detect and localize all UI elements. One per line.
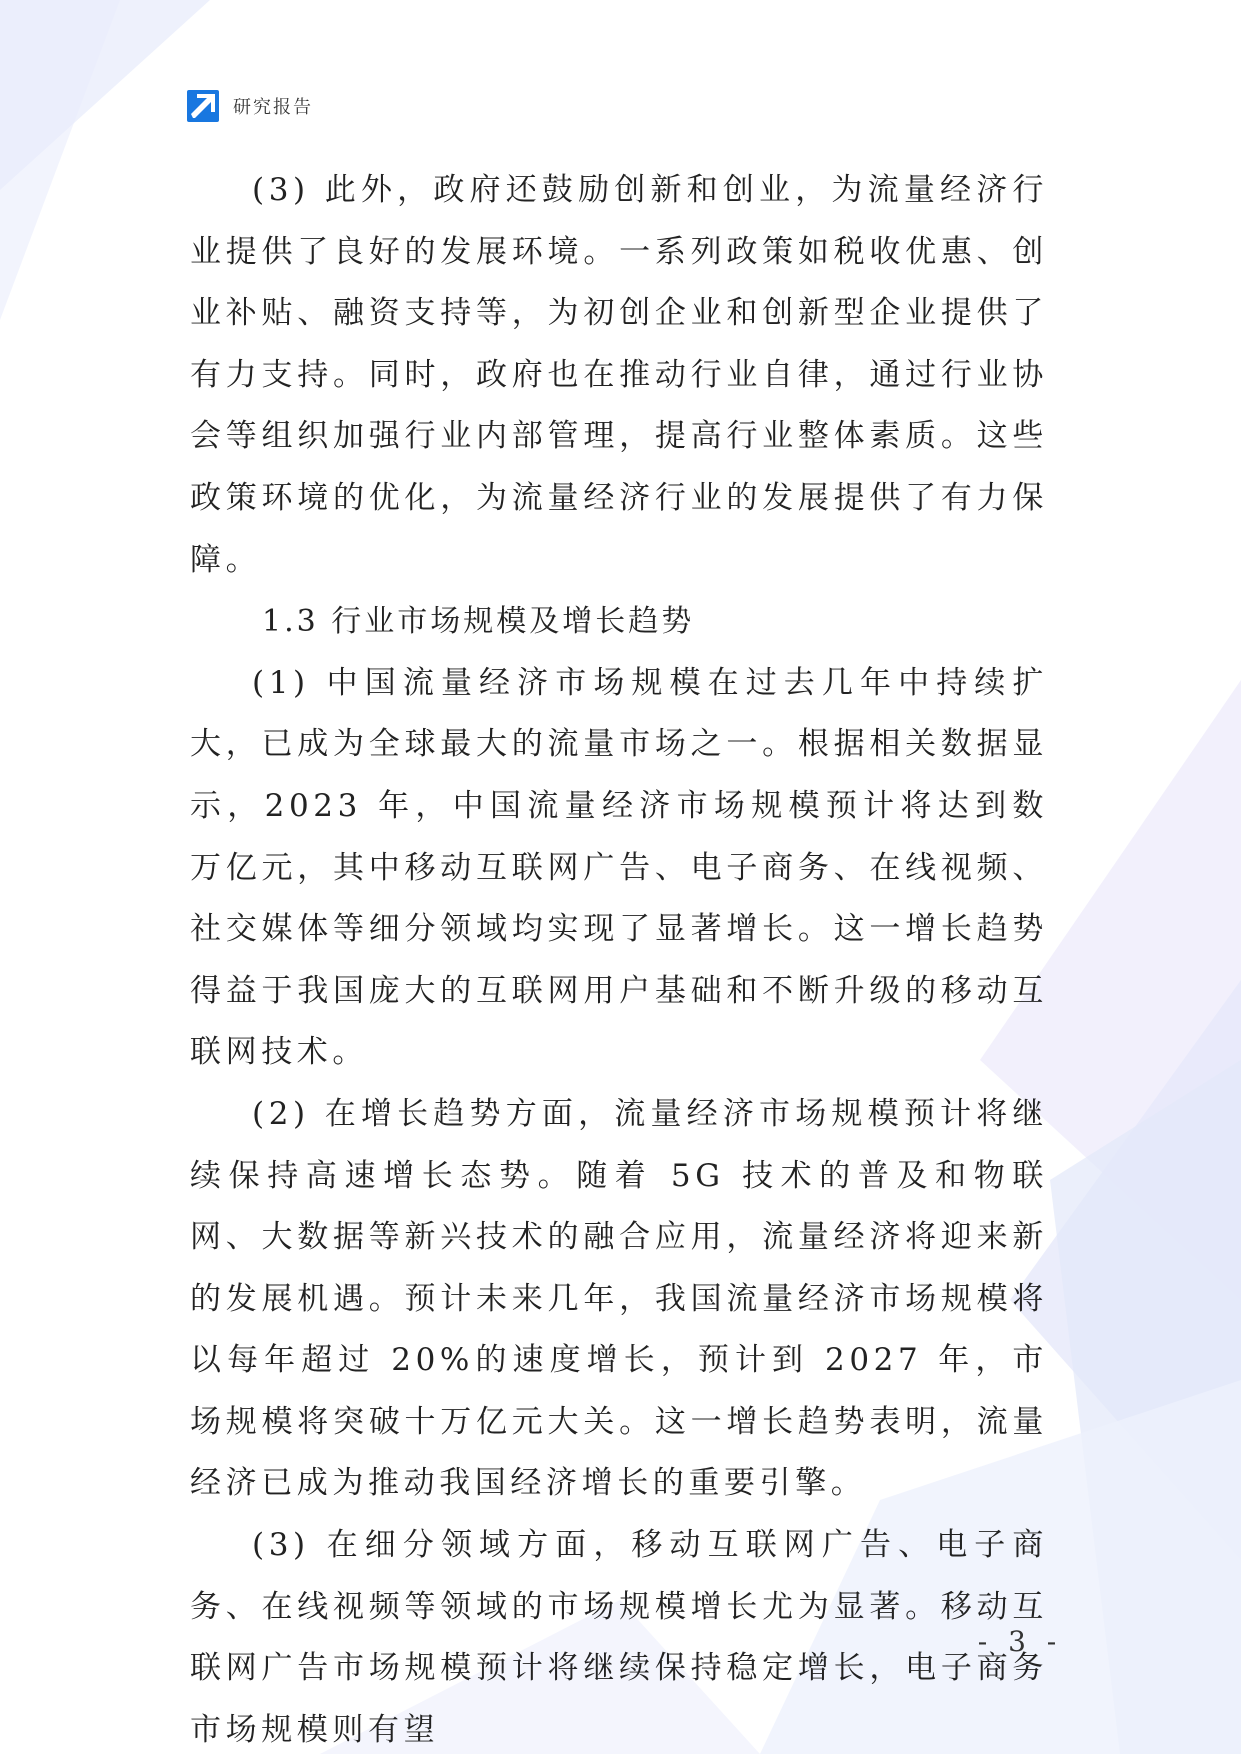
report-header [187, 88, 313, 124]
paragraph: (3) 此外，政府还鼓励创新和创业，为流量经济行业提供了良好的发展环境。一系列政策如税收优惠、创业补贴、融资支持等，为初创企业和创新型企业提供了有力支持。同时，政府也在推动行业自律，通过行业协会等组织加强行业内部管理，提高行业整体素质。这些政策环境的优化，为流量经济行业的发展提供了有力保障。 [190, 172, 1048, 578]
header-title: 研究报告 [233, 97, 313, 118]
paragraph: (1) 中国流量经济市场规模在过去几年中持续扩大，已成为全球最大的流量市场之一。根据相关数据显示，2023 年，中国流量经济市场规模预计将达到数万亿元，其中移动互联网广告、电子商务、在线视频、社交媒体等细分领域均实现了显著增长。这一增长趋势得益于我国庞大的互联网用户基础和不断升级的移动互联网技术。 [190, 664, 1048, 1071]
paragraph: (3) 在细分领域方面，移动互联网广告、电子商务、在线视频等领域的市场规模增长尤为显著。移动互联网广告市场规模预计将继续保持稳定增长，电子商务市场规模则有望 [190, 1527, 1048, 1748]
page-number: - 3 - [977, 1625, 1063, 1658]
section-heading: 1.3 行业市场规模及增长趋势 [262, 604, 695, 640]
paragraph: (2) 在增长趋势方面，流量经济市场规模预计将继续保持高速增长态势。随着 5G 技术的普及和物联网、大数据等新兴技术的融合应用，流量经济将迎来新的发展机遇。预计未来几年，我国流量经济市场规模将以每年超过 20%的速度增长，预计到 2027 年，市场规模将突破十万亿元大关。这一增长趋势表明，流量经济已成为推动我国经济增长的重要引擎。 [190, 1095, 1048, 1502]
arrow-up-right-icon [187, 90, 219, 122]
document-body [190, 160, 1048, 1761]
